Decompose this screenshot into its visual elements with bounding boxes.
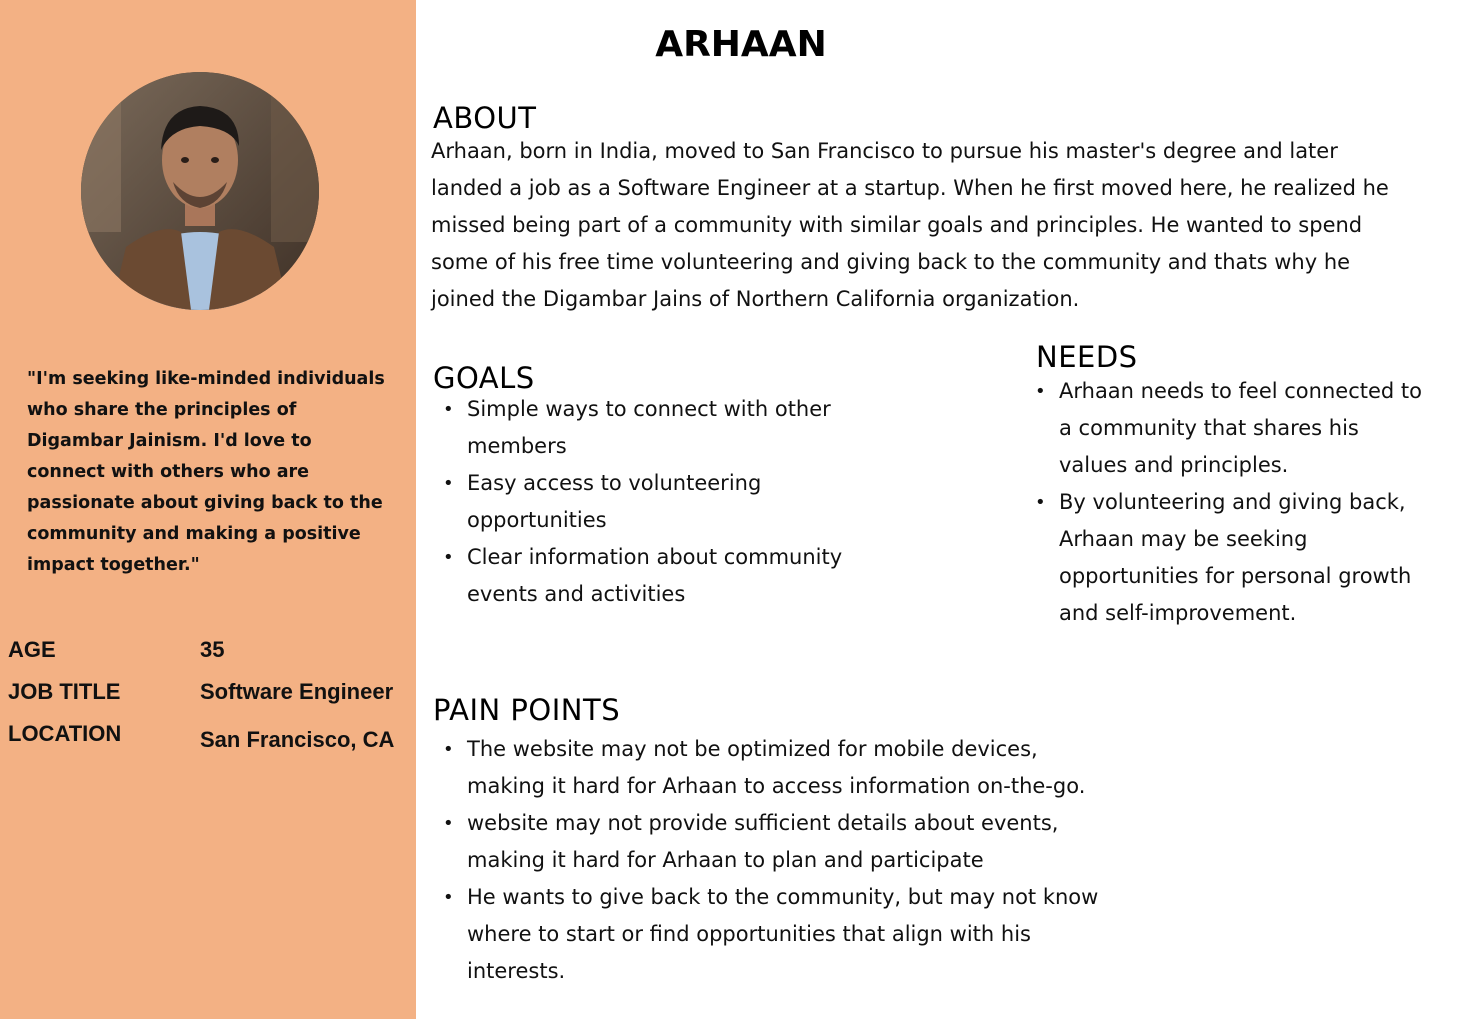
- goals-heading: GOALS: [433, 361, 535, 395]
- about-heading: ABOUT: [433, 101, 537, 135]
- pain-points-list: [432, 731, 1112, 990]
- goal-item: • Easy access to volunteering opportunities: [432, 465, 862, 539]
- pain-point-item: • He wants to give back to the community, but may not know where to start or find opportunities that align with his interests.: [432, 879, 1112, 990]
- need-item: • By volunteering and giving back, Arhaan may be seeking opportunities for personal growth and self-improvement.: [1024, 484, 1424, 632]
- goal-item: • Simple ways to connect with other members: [432, 391, 862, 465]
- age-label: AGE: [8, 637, 56, 662]
- persona-sidebar: [0, 0, 416, 1019]
- age-value: 35: [200, 637, 225, 662]
- pain-points-heading: PAIN POINTS: [433, 693, 621, 727]
- job-title-value: Software Engineer: [200, 679, 394, 704]
- persona-avatar: [81, 72, 319, 310]
- location-value: San Francisco, CA: [200, 727, 395, 752]
- persona-quote: "I'm seeking like-minded individuals who share the principles of Digambar Jainism. I'd love to connect with others who are passionate about giving back to the community and making a positive impact together.": [27, 369, 385, 575]
- about-text: Arhaan, born in India, moved to San Francisco to pursue his master's degree and later landed a job as a Software Engineer at a startup. When he first moved here, he realized he missed being part of a community with similar goals and principles. He wanted to spend some of his free time volunteering and giving back to the community and thats why he joined the Digambar Jains of Northern California organization.: [431, 139, 1389, 311]
- needs-list: [1024, 373, 1424, 632]
- persona-name: ARHAAN: [655, 24, 827, 65]
- pain-point-item: • website may not provide sufficient details about events, making it hard for Arhaan to plan and participate: [432, 805, 1112, 879]
- goal-item: • Clear information about community events and activities: [432, 539, 862, 613]
- pain-point-item: • The website may not be optimized for mobile devices, making it hard for Arhaan to access information on-the-go.: [432, 731, 1112, 805]
- goals-list: [432, 391, 862, 613]
- location-label: LOCATION: [8, 721, 122, 746]
- need-item: • Arhaan needs to feel connected to a community that shares his values and principles.: [1024, 373, 1424, 484]
- needs-heading: NEEDS: [1036, 340, 1138, 374]
- persona-photo: [81, 72, 319, 310]
- job-title-label: JOB TITLE: [8, 679, 121, 704]
